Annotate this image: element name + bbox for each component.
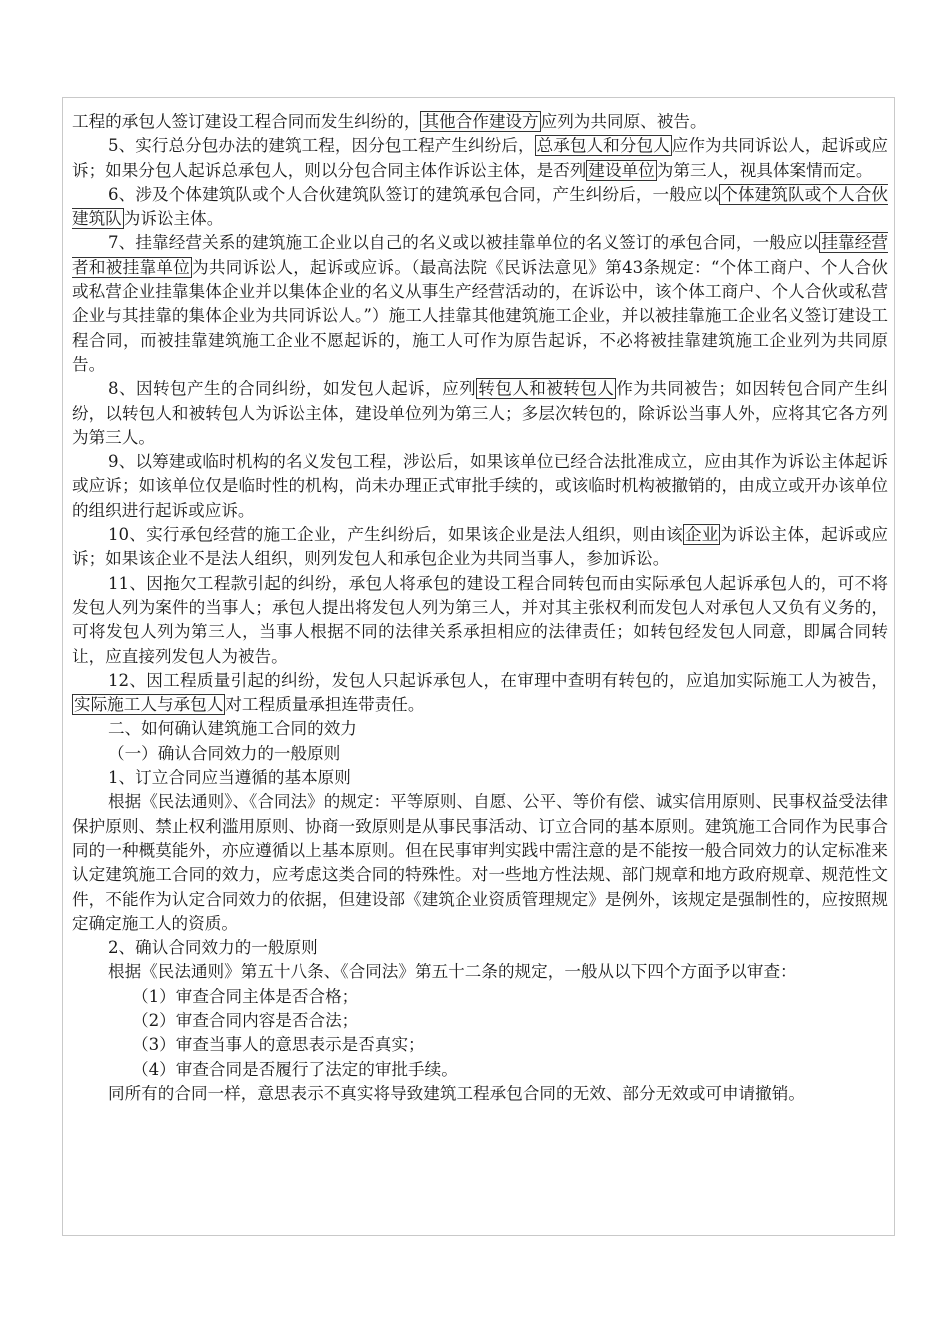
text-segment: 为共同诉讼人，起诉或应诉。（最高法院《民诉法意见》第43条规定：“个体工商户、个人合伙或私营企业挂靠集体企业并以集体企业的名义从事生产经营活动的，在诉讼中，该个体工商户、个人合伙或私营企业与其挂靠的集体企业为共同诉讼人。”）施工人挂靠其他建筑施工企业，并以被挂靠施工企业名义签订建设工程合同，而被挂靠建筑施工企业不愿起诉的，施工人可作为原告起诉，不必将被挂靠建筑施工企业列为共同原告。 <box>72 257 889 374</box>
boxed-term: 挂靠经营者和被挂靠单位 <box>72 233 889 277</box>
text-segment: 1、订立合同应当遵循的基本原则 <box>108 768 351 788</box>
text-segment: 7、挂靠经营关系的建筑施工企业以自己的名义或以被挂靠单位的名义签订的承包合同，一般应以 <box>108 233 820 253</box>
text-segment: （3）审查当事人的意思表示是否真实； <box>132 1035 425 1055</box>
paragraph <box>72 936 888 960</box>
text-segment: 应列为共同原、被告。 <box>540 112 707 131</box>
text-segment: （4）审查合同是否履行了法定的审批手续。 <box>132 1059 458 1079</box>
text-segment: 9、以筹建或临时机构的名义发包工程，涉讼后，如果该单位已经合法批准成立，应由其作为诉讼主体起诉或应诉；如该单位仅是临时性的机构，尚未办理正式审批手续的，或该临时机构被撤销的，由成立或开办该单位的组织进行起诉或应诉。 <box>72 452 888 520</box>
text-segment: 二、如何确认建筑施工合同的效力 <box>108 719 357 739</box>
text-segment: 应作为共同诉讼人，起诉或应诉；如果分包人起诉总承包人，则以分包合同主体作诉讼主体，是否列 <box>72 136 889 180</box>
text-segment: 为第三人，视具体案情而定。 <box>656 160 873 180</box>
text-segment: 作为共同被告；如因转包合同产生纠纷，以转包人和被转包人为诉讼主体，建设单位列为第三人；多层次转包的，除诉讼当事人外，应将其它各方列为第三人。 <box>72 379 889 447</box>
paragraph <box>72 742 888 766</box>
boxed-term: 企业 <box>684 525 719 545</box>
text-segment: （一）确认合同效力的一般原则 <box>108 743 341 763</box>
paragraph <box>72 134 888 183</box>
paragraph <box>72 183 888 232</box>
text-segment: 工程的承包人签订建设工程合同而发生纠纷的， <box>72 112 421 131</box>
paragraph <box>72 1082 888 1106</box>
boxed-term: 个体建筑队或个人合伙建筑队 <box>72 184 888 229</box>
boxed-term: 实际施工人与承包人 <box>74 695 224 715</box>
paragraph <box>72 523 888 572</box>
text-segment: 8、因转包产生的合同纠纷，如发包人起诉，应列 <box>108 379 477 399</box>
paragraph <box>72 960 888 984</box>
paragraph <box>72 1058 888 1082</box>
paragraph <box>72 766 888 790</box>
text-segment: 根据《民法通则》、《合同法》的规定：平等原则、自愿、公平、等价有偿、诚实信用原则、民事权益受法律保护原则、禁止权利滥用原则、协商一致原则是从事民事活动、订立合同的基本原则。建筑施工合同作为民事合同的一种概莫能外，亦应遵循以上基本原则。但在民事审判实践中需注意的是不能按一般合同效力的认定标准来认定建筑施工合同的效力，应考虑这类合同的特殊性。对一些地方性法规、部门规章和地方政府规章、规范性文件，不能作为认定合同效力的依据，但建设部《建筑企业资质管理规定》是例外，该规定是强制性的，应按照规定确定施工人的资质。 <box>72 792 888 933</box>
text-segment: 11、因拖欠工程款引起的纠纷，承包人将承包的建设工程合同转包而由实际承包人起诉承包人的，可不将发包人列为案件的当事人；承包人提出将发包人列为第三人，并对其主张权利而发包人对承包人又负有义务的，可将发包人列为第三人，当事人根据不同的法律关系承担相应的法律责任；如转包经发包人同意，即属合同转让，应直接列发包人为被告。 <box>72 573 888 666</box>
text-segment: 同所有的合同一样，意思表示不真实将导致建筑工程承包合同的无效、部分无效或可申请撤销。 <box>108 1083 805 1103</box>
paragraph <box>72 669 888 718</box>
paragraph <box>72 231 888 377</box>
text-segment: （2）审查合同内容是否合法； <box>132 1010 359 1030</box>
text-segment: 为诉讼主体，起诉或应诉；如果该企业不是法人组织，则列发包人和承包企业为共同当事人，参加诉讼。 <box>72 525 889 569</box>
paragraph <box>72 1009 888 1033</box>
boxed-term: 总承包人和分包人 <box>536 136 670 156</box>
paragraph <box>72 1033 888 1057</box>
paragraph <box>72 450 888 523</box>
text-segment: 6、涉及个体建筑队或个人合伙建筑队签订的建筑承包合同，产生纠纷后，一般应以 <box>108 184 720 204</box>
text-segment: 为诉讼主体。 <box>123 209 224 229</box>
text-segment: 对工程质量承担连带责任。 <box>225 695 425 715</box>
paragraph <box>72 717 888 741</box>
text-segment: 5、实行总分包办法的建筑工程，因分包工程产生纠纷后， <box>108 136 535 156</box>
document-body <box>72 110 888 1106</box>
paragraph <box>72 377 888 450</box>
boxed-term: 建设单位 <box>588 160 655 180</box>
text-segment: （1）审查合同主体是否合格； <box>132 986 359 1006</box>
text-segment: 根据《民法通则》第五十八条、《合同法》第五十二条的规定，一般从以下四个方面予以审查： <box>108 962 797 982</box>
paragraph <box>72 790 888 936</box>
paragraph <box>72 572 888 669</box>
text-segment: 2、确认合同效力的一般原则 <box>108 938 318 958</box>
paragraph <box>72 985 888 1009</box>
paragraph <box>72 110 888 134</box>
text-segment: 12、因工程质量引起的纠纷，发包人只起诉承包人，在审理中查明有转包的，应追加实际施工人为被告， <box>108 670 888 690</box>
text-segment: 10、实行承包经营的施工企业，产生纠纷后，如果该企业是法人组织，则由该 <box>108 525 683 545</box>
boxed-term: 转包人和被转包人 <box>478 379 615 399</box>
boxed-term: 其他合作建设方 <box>422 112 539 131</box>
